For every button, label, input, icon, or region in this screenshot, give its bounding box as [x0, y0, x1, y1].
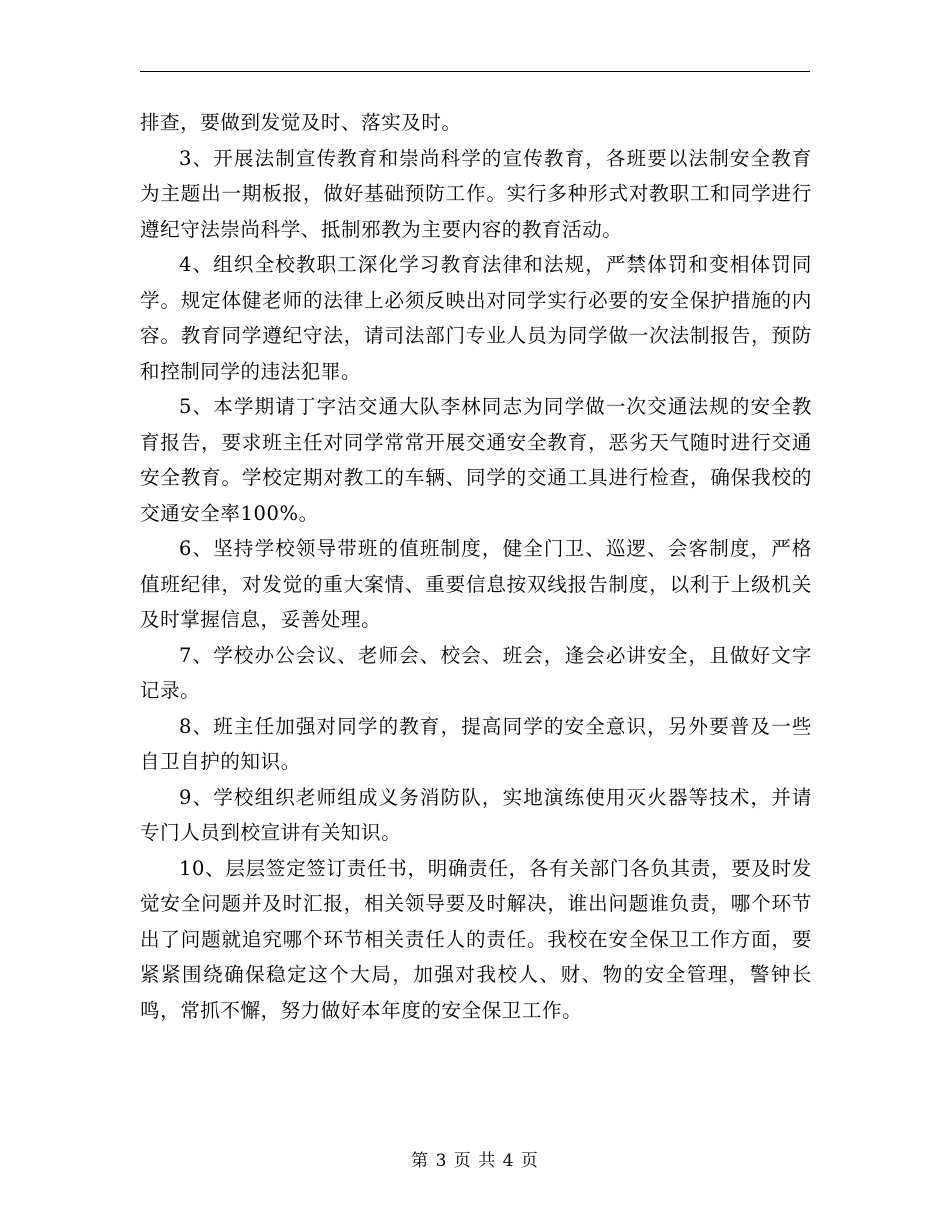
- paragraph: 4、组织全校教职工深化学习教育法律和法规，严禁体罚和变相体罚同学。规定体健老师的法律上必须反映出对同学实行必要的安全保护措施的内容。教育同学遵纪守法，请司法部门专业人员为同学做一次法制报告，预防和控制同学的违法犯罪。: [140, 253, 812, 383]
- paragraph: 3、开展法制宣传教育和崇尚科学的宣传教育，各班要以法制安全教育为主题出一期板报，做好基础预防工作。实行多种形式对教职工和同学进行遵纪守法崇尚科学、抵制邪教为主要内容的教育活动。: [140, 146, 812, 241]
- page-number: 第 3 页 共 4 页: [411, 1151, 539, 1171]
- paragraph: 6、坚持学校领导带班的值班制度，健全门卫、巡逻、会客制度，严格值班纪律，对发觉的重大案情、重要信息按双线报告制度，以利于上级机关及时掌握信息，妥善处理。: [140, 537, 812, 631]
- header-rule: [140, 71, 810, 72]
- paragraph: 10、层层签定签订责任书，明确责任，各有关部门各负其责，要及时发觉安全问题并及时汇报，相关领导要及时解决，谁出问题谁负责，哪个环节出了问题就追究哪个环节相关责任人的责任。我校在安全保卫工作方面，要紧紧围绕确保稳定这个大局，加强对我校人、财、物的安全管理，警钟长鸣，常抓不懈，努力做好本年度的安全保卫工作。: [140, 856, 812, 1022]
- paragraph: 8、班主任加强对同学的教育，提高同学的安全意识，另外要普及一些自卫自护的知识。: [140, 714, 812, 773]
- document-body: [140, 105, 812, 1028]
- paragraph: 9、学校组织老师组成义务消防队，实地演练使用灭火器等技术，并请专门人员到校宣讲有关知识。: [140, 785, 812, 844]
- paragraph: 排查，要做到发觉及时、落实及时。: [140, 111, 462, 134]
- paragraph: 5、本学期请丁字沽交通大队李林同志为同学做一次交通法规的安全教育报告，要求班主任对同学常常开展交通安全教育，恶劣天气随时进行交通安全教育。学校定期对教工的车辆、同学的交通工具进行检查，确保我校的交通安全率100%。: [140, 395, 812, 525]
- paragraph: 7、学校办公会议、老师会、校会、班会，逢会必讲安全，且做好文字记录。: [140, 643, 812, 702]
